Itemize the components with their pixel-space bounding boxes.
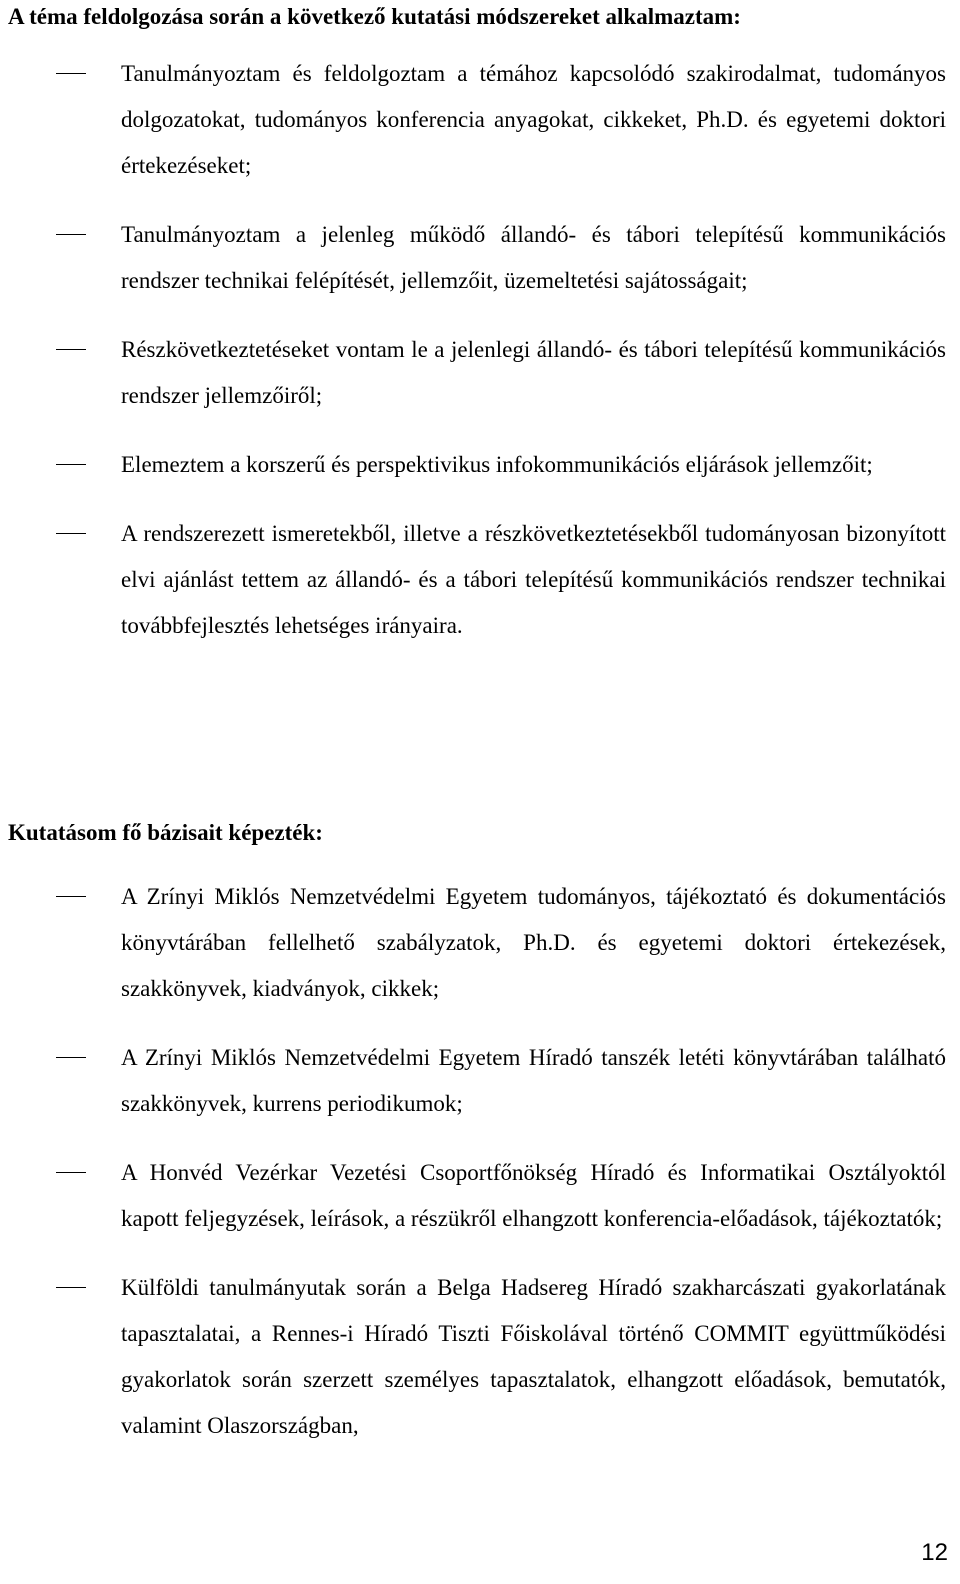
- dash-bullet-icon: [56, 1035, 86, 1081]
- list-item-text: A Honvéd Vezérkar Vezetési Csoportfőnökség Híradó és Informatikai Osztályoktól kapott feljegyzések, leírások, a részükről elhangzott konferencia-előadások, tájékoztatók;: [121, 1160, 946, 1231]
- list-item-text: Tanulmányoztam és feldolgoztam a témához kapcsolódó szakirodalmat, tudományos dolgozatokat, tudományos konferencia anyagokat, cikkeket, Ph.D. és egyetemi doktori értekezéseket;: [121, 61, 946, 178]
- list-item: [0, 511, 960, 649]
- list-item-text: A Zrínyi Miklós Nemzetvédelmi Egyetem tudományos, tájékoztató és dokumentációs könyvtárában fellelhető szabályzatok, Ph.D. és egyetemi doktori értekezések, szakkönyvek, kiadványok, cikkek;: [121, 884, 946, 1001]
- dash-bullet-icon: [56, 511, 86, 557]
- list-item: [0, 51, 960, 189]
- section-heading-bases: Kutatásom fő bázisait képezték:: [8, 820, 323, 845]
- page-number: 12: [921, 1539, 948, 1566]
- list-item-text: Külföldi tanulmányutak során a Belga Hadsereg Híradó szakharcászati gyakorlatának tapasztalatai, a Rennes-i Híradó Tiszti Főiskolával történő COMMIT együttműködési gyakorlatok során szerzett személyes tapasztalatok, elhangzott előadások, bemutatók, valamint Olaszországban,: [121, 1275, 946, 1438]
- list-item-text: A Zrínyi Miklós Nemzetvédelmi Egyetem Híradó tanszék letéti könyvtárában található szakkönyvek, kurrens periodikumok;: [121, 1045, 946, 1116]
- list-item: [0, 212, 960, 304]
- list-item-text: Elemeztem a korszerű és perspektivikus infokommunikációs eljárások jellemzőit;: [121, 452, 873, 477]
- dash-bullet-icon: [56, 327, 86, 373]
- list-item-text: Részkövetkeztetéseket vontam le a jelenlegi állandó- és tábori telepítésű kommunikációs rendszer jellemzőiről;: [121, 337, 946, 408]
- dash-bullet-icon: [56, 1150, 86, 1196]
- bases-list: [0, 874, 960, 1472]
- list-item-text: Tanulmányoztam a jelenleg működő állandó- és tábori telepítésű kommunikációs rendszer technikai felépítését, jellemzőit, üzemeltetési sajátosságait;: [121, 222, 946, 293]
- dash-bullet-icon: [56, 1265, 86, 1311]
- dash-bullet-icon: [56, 874, 86, 920]
- list-item: [0, 327, 960, 419]
- section-heading-methods: A téma feldolgozása során a következő kutatási módszereket alkalmaztam:: [8, 4, 741, 29]
- list-item: [0, 874, 960, 1012]
- methods-list: [0, 51, 960, 672]
- list-item: [0, 1150, 960, 1242]
- dash-bullet-icon: [56, 442, 86, 488]
- dash-bullet-icon: [56, 212, 86, 258]
- list-item-text: A rendszerezett ismeretekből, illetve a részkövetkeztetésekből tudományosan bizonyított elvi ajánlást tettem az állandó- és a tábori telepítésű kommunikációs rendszer technikai továbbfejlesztés lehetséges irányaira.: [121, 521, 946, 638]
- list-item: [0, 1265, 960, 1449]
- list-item: [0, 442, 960, 488]
- list-item: [0, 1035, 960, 1127]
- dash-bullet-icon: [56, 51, 86, 97]
